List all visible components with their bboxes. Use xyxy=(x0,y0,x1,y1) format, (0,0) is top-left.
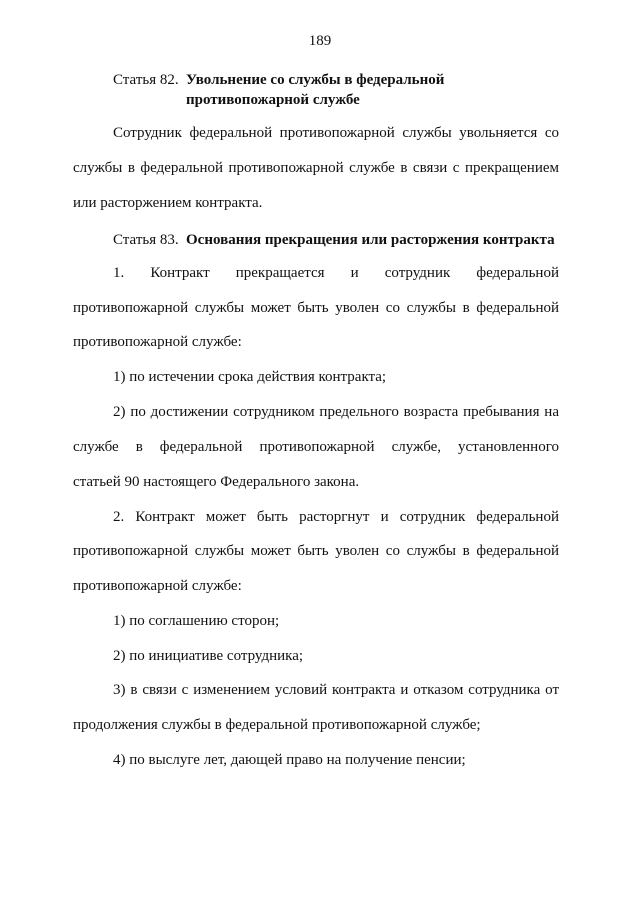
article-83-p2-line3: противопожарной службе: xyxy=(73,578,242,594)
article-82-para-line2: службы в федеральной противопожарной службе в связи с прекращением xyxy=(73,160,559,176)
article-83-p2-item4: 4) по выслуге лет, дающей право на получение пенсии; xyxy=(113,752,466,768)
article-83-p1-line3: противопожарной службе: xyxy=(73,334,242,350)
article-82-heading xyxy=(113,70,444,110)
article-82-para-line3: или расторжением контракта. xyxy=(73,195,263,211)
article-83-p2-line1: 2. Контракт может быть расторгнут и сотрудник федеральной xyxy=(113,509,559,525)
article-83-p1-item1: 1) по истечении срока действия контракта; xyxy=(113,369,387,385)
article-83-p1-item2-line2: службе в федеральной противопожарной службе, установленного xyxy=(73,439,559,455)
article-83-p2-item3-line1: 3) в связи с изменением условий контракта и отказом сотрудника от xyxy=(113,682,559,698)
article-82-label: Статья 82. xyxy=(113,72,179,88)
article-82-title-line2: противопожарной службе xyxy=(186,92,360,108)
article-83-p2-item3-line2: продолжения службы в федеральной противопожарной службе; xyxy=(73,717,481,733)
article-83-title: Основания прекращения или расторжения контракта xyxy=(186,232,555,248)
page-number: 189 xyxy=(308,33,332,49)
article-83-label: Статья 83. xyxy=(113,232,179,248)
article-83-p1-item2-line1: 2) по достижении сотрудником предельного возраста пребывания на xyxy=(113,404,559,420)
article-83-p2-item2: 2) по инициативе сотрудника; xyxy=(113,648,304,664)
article-82-title-line1: Увольнение со службы в федеральной xyxy=(186,72,445,88)
article-83-p2-line2: противопожарной службы может быть уволен со службы в федеральной xyxy=(73,543,559,559)
article-83-p1-line1: 1. Контракт прекращается и сотрудник федеральной xyxy=(113,265,559,281)
article-83-p1-line2: противопожарной службы может быть уволен со службы в федеральной xyxy=(73,300,559,316)
article-82-para-line1: Сотрудник федеральной противопожарной службы увольняется со xyxy=(113,125,559,141)
article-83-p2-item1: 1) по соглашению сторон; xyxy=(113,613,280,629)
article-83-p1-item2-line3: статьей 90 настоящего Федерального закона. xyxy=(73,474,360,490)
article-83-heading xyxy=(113,230,555,250)
